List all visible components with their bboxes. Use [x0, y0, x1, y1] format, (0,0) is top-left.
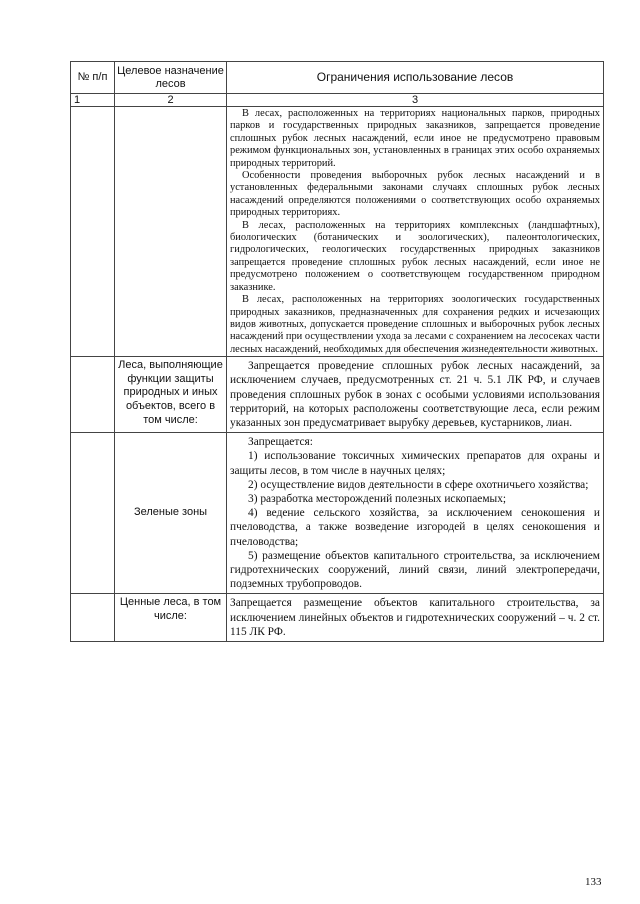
- restriction-paragraph: 5) размещение объектов капитального строительства, за исключением гидротехнических сооружений, линий связи, линий электропередачи, подземных трубопроводов.: [230, 549, 600, 591]
- row-restrictions: [227, 107, 604, 357]
- restriction-paragraph: Запрещается размещение объектов капитального строительства, за исключением линейных объектов и гидротехнических сооружений – ч. 2 ст. 115 ЛК РФ.: [230, 597, 600, 638]
- row-restrictions: [227, 433, 604, 594]
- row-restrictions: [227, 594, 604, 642]
- restriction-paragraph: В лесах, расположенных на территориях национальных парков, природных парков и государственных природных заказников, запрещается проведение сплошных рубок лесных насаждений, если иное не предусмотрено правовым режимом функциональных зон, установленных в границах этих особо охраняемых природных территорий.: [230, 108, 600, 169]
- restriction-paragraph: Запрещается проведение сплошных рубок лесных насаждений, за исключением случаев, предусмотренных ст. 21 ч. 5.1 ЛК РФ, и случаев проведения сплошных рубок в зонах с особыми условиями использования территорий, на которых расположены соответствующие леса, если режим указанных зон предусматривает вырубку деревьев, кустарников, лиан.: [230, 360, 600, 429]
- table-row: [71, 107, 604, 357]
- index-cell-3: 3: [227, 94, 604, 107]
- header-restrictions: Ограничения использование лесов: [227, 62, 604, 94]
- row-purpose: Ценные леса, в том числе:: [115, 594, 227, 642]
- restriction-paragraph: В лесах, расположенных на территориях зоологических государственных природных заказников, предназначенных для сохранения редких и исчезающих видов животных, допускается проведение сплошных и выборочных рубок лесных насаждений при осуществлении ухода за лесами с сохранением на лесосеках части лесных насаждений, необходимых для обеспечения жизнедеятельности животных.: [230, 294, 600, 355]
- row-num: [71, 107, 115, 357]
- index-cell-1: 1: [71, 94, 115, 107]
- row-purpose: [115, 107, 227, 357]
- header-purpose: Целевое назначение лесов: [115, 62, 227, 94]
- header-num: № п/п: [71, 62, 115, 94]
- row-restrictions: [227, 357, 604, 433]
- restriction-paragraph: Особенности проведения выборочных рубок лесных насаждений и в установленных федеральными законами случаях сплошных рубок лесных насаждений определяются положениями о соответствующих особо охраняемых природных территориях.: [230, 170, 600, 219]
- table-index-row: [71, 94, 604, 107]
- page-number: 133: [585, 876, 602, 888]
- restrictions-table: [70, 61, 604, 642]
- index-cell-2: 2: [115, 94, 227, 107]
- row-num: [71, 433, 115, 594]
- row-purpose: Леса, выполняющие функции защиты природных и иных объектов, всего в том числе:: [115, 357, 227, 433]
- restriction-paragraph: В лесах, расположенных на территориях комплексных (ландшафтных), биологических (ботанических и зоологических), палеонтологических, гидрологических, геологических государственных природных заказников запрещается проведение сплошных рубок лесных насаждений, если иное не предусмотрено положением о соответствующем государственном природном заказнике.: [230, 219, 600, 293]
- table-row: [71, 433, 604, 594]
- restriction-paragraph: 1) использование токсичных химических препаратов для охраны и защиты лесов, в том числе в научных целях;: [230, 450, 600, 477]
- restriction-paragraph: Запрещается:: [248, 436, 313, 449]
- row-purpose: Зеленые зоны: [115, 433, 227, 594]
- restriction-paragraph: 4) ведение сельского хозяйства, за исключением сенокошения и пчеловодства, а также возведение изгородей в целях сенокошения и пчеловодства;: [230, 507, 600, 548]
- table-row: [71, 357, 604, 433]
- restriction-paragraph: 2) осуществление видов деятельности в сфере охотничьего хозяйства;: [248, 478, 589, 491]
- restriction-paragraph: 3) разработка месторождений полезных ископаемых;: [248, 492, 507, 505]
- table-header-row: [71, 62, 604, 94]
- row-num: [71, 357, 115, 433]
- row-num: [71, 594, 115, 642]
- table-row: [71, 594, 604, 642]
